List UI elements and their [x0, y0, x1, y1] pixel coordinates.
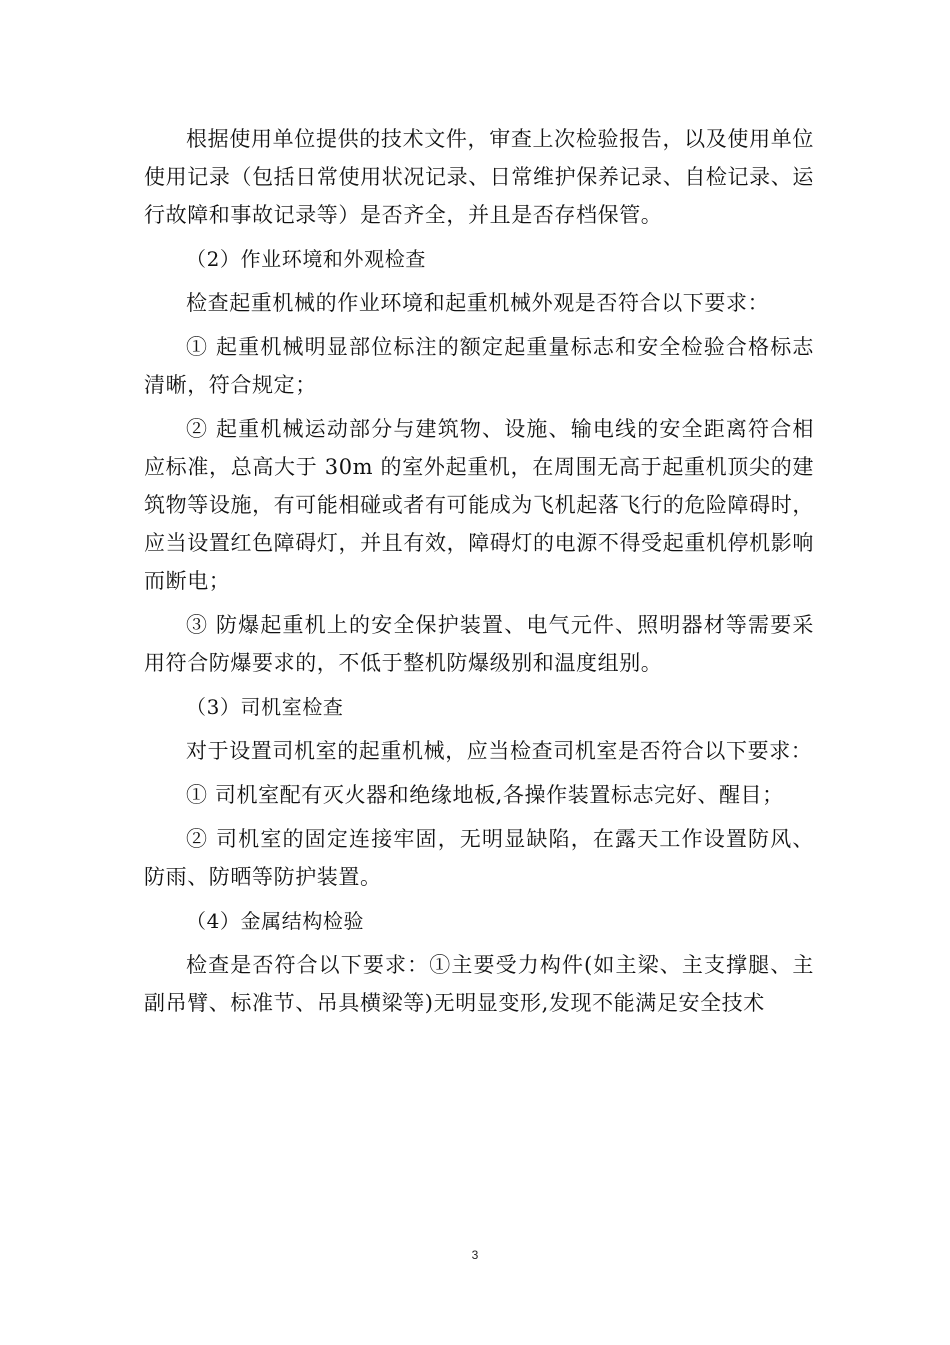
paragraph-cab-item-1: ① 司机室配有灭火器和绝缘地板,各操作装置标志完好、醒目；	[186, 783, 784, 807]
paragraph-environment-item-3: ③ 防爆起重机上的安全保护装置、电气元件、照明器材等需要采用符合防爆要求的，不低于整机防爆级别和温度组别。	[144, 613, 814, 675]
page-number: 3	[471, 1248, 479, 1262]
section-heading-cab: （3）司机室检查	[186, 695, 344, 719]
paragraph-cab-intro: 对于设置司机室的起重机械，应当检查司机室是否符合以下要求：	[186, 739, 813, 763]
paragraph-environment-item-1: ① 起重机械明显部位标注的额定起重量标志和安全检验合格标志清晰，符合规定；	[144, 335, 814, 397]
section-heading-environment: （2）作业环境和外观检查	[186, 247, 426, 271]
paragraph-environment-item-2: ② 起重机械运动部分与建筑物、设施、输电线的安全距离符合相应标准，总高大于 30m 的室外起重机，在周围无高于起重机顶尖的建筑物等设施，有可能相碰或者有可能成为飞机起落飞行的危险障碍时，应当设置红色障碍灯，并且有效，障碍灯的电源不得受起重机停机影响而断电；	[144, 417, 814, 593]
document-body	[144, 120, 814, 1028]
paragraph-metal-structure: 检查是否符合以下要求：①主要受力构件(如主梁、主支撑腿、主副吊臂、标准节、吊具横梁等)无明显变形,发现不能满足安全技术	[144, 953, 814, 1015]
paragraph-environment-intro: 检查起重机械的作业环境和起重机械外观是否符合以下要求：	[186, 291, 770, 315]
paragraph-records-review: 根据使用单位提供的技术文件，审查上次检验报告，以及使用单位使用记录（包括日常使用状况记录、日常维护保养记录、自检记录、运行故障和事故记录等）是否齐全，并且是否存档保管。	[144, 127, 814, 227]
paragraph-cab-item-2: ② 司机室的固定连接牢固，无明显缺陷，在露天工作设置防风、防雨、防晒等防护装置。	[144, 827, 814, 889]
section-heading-metal-structure: （4）金属结构检验	[186, 909, 365, 933]
